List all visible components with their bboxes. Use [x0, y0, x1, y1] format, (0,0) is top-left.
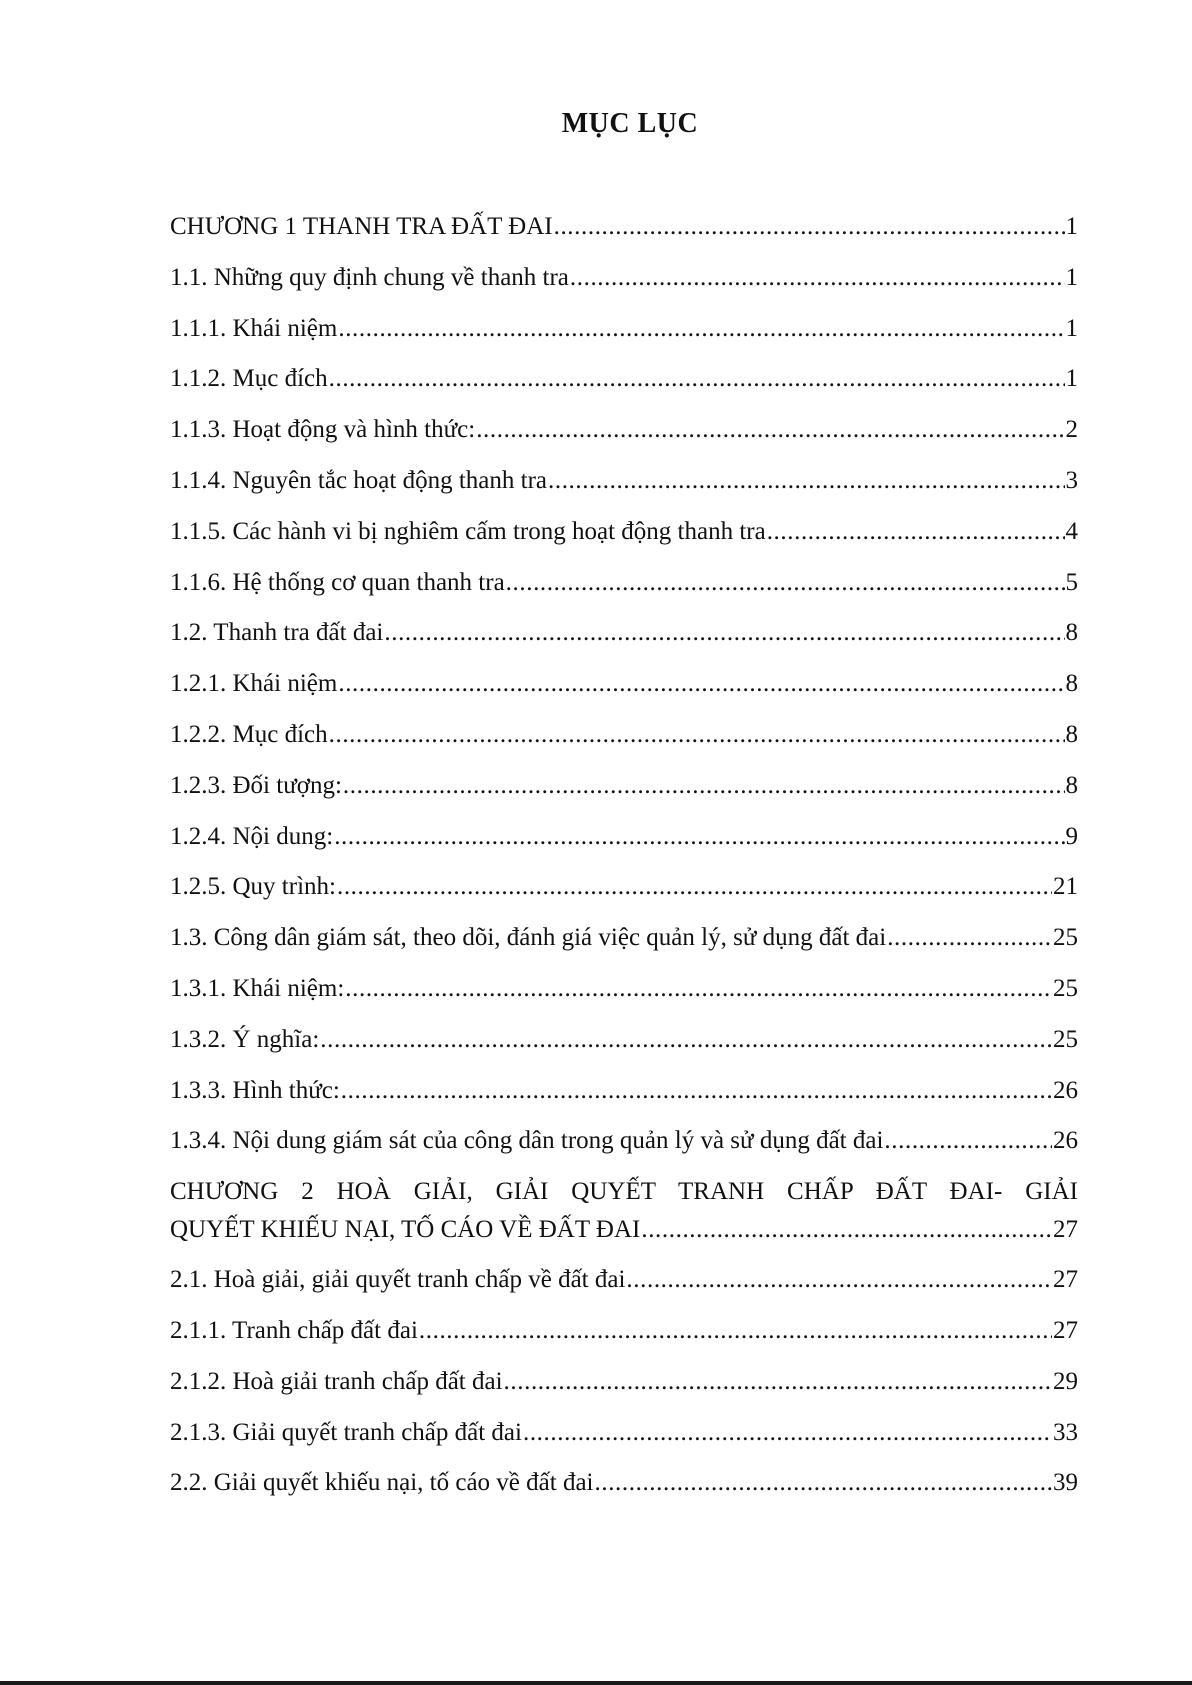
dot-leader [320, 1015, 1052, 1066]
toc-entry-label: 1.1. Những quy định chung về thanh tra [170, 263, 569, 291]
dot-leader [338, 304, 1064, 355]
toc-entry-label: 1.3.3. Hình thức: [170, 1076, 340, 1104]
dot-leader [338, 659, 1064, 710]
toc-entry-label-line-2: QUYẾT KHIẾU NẠI, TỐ CÁO VỀ ĐẤT ĐAI [170, 1216, 641, 1244]
toc-entry-label: 1.1.6. Hệ thống cơ quan thanh tra [170, 568, 505, 596]
toc-page-number: 39 [1053, 1469, 1078, 1497]
toc-entry-1-2-1[interactable] [170, 659, 1078, 710]
toc-entry-label: 1.3. Công dân giám sát, theo dõi, đánh giá việc quản lý, sử dụng đất đai [170, 924, 887, 952]
toc-entry-1-2[interactable] [170, 608, 1078, 659]
toc-entry-1-3-3[interactable] [170, 1066, 1078, 1117]
toc-entry-1-3-2[interactable] [170, 1015, 1078, 1066]
dot-leader [384, 608, 1064, 659]
dot-leader [554, 202, 1065, 253]
toc-page-number: 4 [1065, 517, 1078, 545]
toc-page-number: 26 [1053, 1127, 1078, 1155]
toc-entry-1-1-3[interactable] [170, 405, 1078, 456]
toc-entry-label: 1.2.5. Quy trình: [170, 873, 336, 901]
toc-entry-2-1-2[interactable] [170, 1357, 1078, 1408]
toc-entry-1-3[interactable] [170, 913, 1078, 964]
toc-entry-label: 2.1. Hoà giải, giải quyết tranh chấp về đất đai [170, 1266, 626, 1294]
toc-page-number: 25 [1053, 974, 1078, 1002]
toc-entry-1-2-4[interactable] [170, 812, 1078, 863]
toc-entry-chapter-2[interactable] [170, 1167, 1078, 1255]
dot-leader [595, 1458, 1053, 1509]
toc-page-number: 1 [1065, 314, 1078, 342]
toc-entry-label: 2.2. Giải quyết khiếu nại, tố cáo về đất đai [170, 1469, 594, 1497]
toc-entry-1-3-1[interactable] [170, 964, 1078, 1015]
dot-leader [343, 761, 1065, 812]
toc-list [170, 202, 1078, 1509]
dot-leader [337, 862, 1052, 913]
toc-title: MỤC LỤC [561, 108, 699, 139]
dot-leader [504, 1357, 1052, 1408]
toc-entry-label: 1.3.1. Khái niệm: [170, 974, 345, 1002]
dot-leader [341, 1066, 1052, 1117]
dot-leader [334, 812, 1064, 863]
toc-entry-label: 1.1.1. Khái niệm [170, 314, 338, 342]
toc-entry-label: 1.1.2. Mục đích [170, 365, 328, 393]
dot-leader [626, 1255, 1052, 1306]
toc-entry-label: 1.1.4. Nguyên tắc hoạt động thanh tra [170, 466, 547, 494]
toc-entry-1-1-1[interactable] [170, 304, 1078, 355]
toc-entry-2-1-1[interactable] [170, 1306, 1078, 1357]
toc-page-number: 1 [1065, 213, 1078, 240]
toc-page-number: 33 [1053, 1418, 1078, 1446]
toc-page-number: 26 [1053, 1076, 1078, 1104]
dot-leader [884, 1116, 1052, 1167]
toc-entry-1-2-2[interactable] [170, 710, 1078, 761]
toc-page-number: 3 [1065, 466, 1078, 494]
toc-page-number: 2 [1065, 416, 1078, 444]
dot-leader [476, 405, 1064, 456]
toc-entry-1-3-4[interactable] [170, 1116, 1078, 1167]
toc-entry-2-1-3[interactable] [170, 1408, 1078, 1459]
dot-leader [767, 507, 1065, 558]
toc-page-number: 21 [1053, 873, 1078, 901]
toc-entry-1-1-6[interactable] [170, 558, 1078, 609]
toc-entry-1-2-3[interactable] [170, 761, 1078, 812]
toc-page-number: 27 [1053, 1216, 1078, 1244]
toc-entry-label: 2.1.3. Giải quyết tranh chấp đất đai [170, 1418, 522, 1446]
toc-entry-2-2[interactable] [170, 1458, 1078, 1509]
toc-entry-label: 2.1.1. Tranh chấp đất đai [170, 1316, 418, 1344]
toc-entry-label: 1.3.2. Ý nghĩa: [170, 1025, 320, 1053]
dot-leader [419, 1306, 1052, 1357]
toc-entry-label: 1.2.1. Khái niệm [170, 670, 338, 698]
toc-entry-1-1[interactable] [170, 253, 1078, 304]
dot-leader [329, 354, 1065, 405]
toc-page-number: 8 [1065, 619, 1078, 647]
dot-leader [345, 964, 1052, 1015]
toc-page-number: 29 [1053, 1367, 1078, 1395]
toc-entry-1-1-4[interactable] [170, 456, 1078, 507]
dot-leader [570, 253, 1065, 304]
toc-entry-1-1-5[interactable] [170, 507, 1078, 558]
toc-entry-label-line-1: CHƯƠNG 2 HOÀ GIẢI, GIẢI QUYẾT TRANH CHẤP ĐẤT ĐAI- GIẢI [170, 1178, 1078, 1206]
toc-entry-label: 2.1.2. Hoà giải tranh chấp đất đai [170, 1367, 503, 1395]
toc-entry-1-1-2[interactable] [170, 354, 1078, 405]
toc-page-number: 8 [1065, 670, 1078, 698]
toc-page-number: 25 [1053, 1025, 1078, 1053]
dot-leader [548, 456, 1065, 507]
dot-leader [523, 1408, 1052, 1459]
page-bottom-border [0, 1681, 1192, 1685]
dot-leader [329, 710, 1065, 761]
toc-page-number: 5 [1065, 568, 1078, 596]
toc-page-number: 1 [1065, 365, 1078, 393]
toc-page-number: 1 [1065, 263, 1078, 291]
toc-page-number: 8 [1065, 720, 1078, 748]
toc-page-number: 27 [1053, 1266, 1078, 1294]
dot-leader [506, 558, 1065, 609]
toc-entry-label: 1.1.3. Hoạt động và hình thức: [170, 416, 476, 444]
toc-entry-label: 1.2.2. Mục đích [170, 720, 328, 748]
toc-entry-label: CHƯƠNG 1 THANH TRA ĐẤT ĐAI [170, 213, 553, 240]
toc-entry-label: 1.2. Thanh tra đất đai [170, 619, 384, 647]
toc-page-number: 8 [1065, 771, 1078, 799]
toc-entry-label-line-2-row [170, 1211, 1078, 1249]
toc-entry-label: 1.3.4. Nội dung giám sát của công dân trong quản lý và sử dụng đất đai [170, 1127, 884, 1155]
toc-page-number: 25 [1053, 924, 1078, 952]
toc-entry-label: 1.2.4. Nội dung: [170, 822, 334, 850]
dot-leader [887, 913, 1052, 964]
toc-entry-2-1[interactable] [170, 1255, 1078, 1306]
toc-entry-label: 1.2.3. Đối tượng: [170, 771, 342, 799]
dot-leader [641, 1211, 1052, 1249]
toc-entry-1-2-5[interactable] [170, 862, 1078, 913]
toc-entry-label: 1.1.5. Các hành vi bị nghiêm cấm trong hoạt động thanh tra [170, 517, 766, 545]
toc-page-number: 9 [1065, 822, 1078, 850]
toc-page-number: 27 [1053, 1316, 1078, 1344]
toc-entry-chapter-1[interactable] [170, 202, 1078, 253]
